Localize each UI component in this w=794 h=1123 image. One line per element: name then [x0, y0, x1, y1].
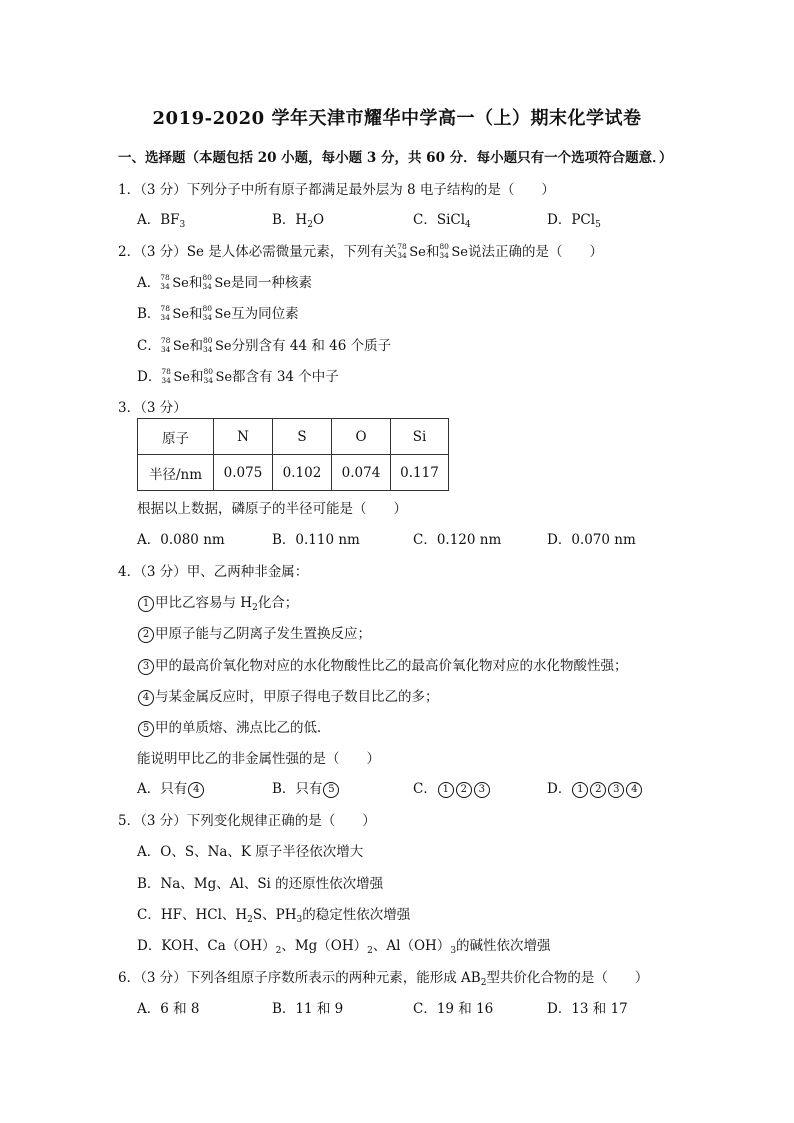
q4-statement-4: 4 与某金属反应时，甲原子得电子数目比乙的多； [137, 685, 439, 706]
isotope-se78: 78 34 Se [397, 242, 426, 260]
q4-statement-5: 5 甲的单质熔、沸点比乙的低． [137, 716, 331, 737]
table-cell: 半径/nm [138, 455, 214, 491]
section-heading: 一、选择题（本题包括 20 小题，每小题 3 分，共 60 分．每小题只有一个选项符合题意．） [118, 150, 673, 166]
table-cell: 原子 [138, 419, 214, 455]
table-cell: 0.075 [214, 455, 273, 491]
q4-statement-3: 3 甲的最高价氧化物对应的水化物酸性比乙的最高价氧化物对应的水化物酸性强； [137, 654, 628, 675]
q5-option-a: A．O、S、Na、K 原子半径依次增大 [137, 844, 364, 860]
circled-number: 5 [138, 721, 154, 737]
q3-option-b: B．0.110 nm [272, 532, 360, 548]
q4-question: 能说明甲比乙的非金属性强的是（ ） [137, 751, 380, 767]
q2-option-a: A． 78 34 Se和 80 34 Se是同一种核素 [137, 273, 312, 291]
q1-option-b: B．$H_2O$ [272, 212, 325, 230]
table-cell: 0.074 [332, 455, 391, 491]
q5-option-d: D．KOH、$Ca(OH)_2$、$Mg(OH)_2$、$Al(OH)_3$的碱性依次增强 [137, 938, 551, 956]
table-row [138, 419, 449, 455]
q1-option-d: D．PCl$_5$ [547, 212, 601, 230]
q2-option-b: B． 78 34 Se和 80 34 Se互为同位素 [137, 304, 299, 322]
table-cell: Si [391, 419, 449, 455]
q6-option-c: C．19 和 16 [413, 1001, 494, 1017]
q6-option-b: B．11 和 9 [272, 1001, 344, 1017]
q4-option-b: B．只有 5 [272, 777, 340, 798]
table-cell: O [332, 419, 391, 455]
table-cell: 0.102 [273, 455, 332, 491]
page-title: 2019-2020 学年天津市耀华中学高一（上）期末化学试卷 [152, 108, 642, 129]
q1-option-a: A．$BF_3$ [137, 212, 186, 230]
q2-option-d: D． 78 34 Se和 80 34 Se都含有 34 个中子 [137, 367, 339, 385]
isotope-se80: 80 34 Se [439, 242, 468, 260]
q2-stem: 2．（3 分）Se 是人体必需微量元素，下列有关 78 34 Se和 80 34 Se说法正确的是（ ） [118, 242, 603, 260]
q5-option-b: B．Na、Mg、Al、Si 的还原性依次增强 [137, 876, 384, 892]
q1-stem: 1．（3 分）下列分子中所有原子都满足最外层为 8 电子结构的是（ ） [118, 182, 555, 198]
q3-question: 根据以上数据，磷原子的半径可能是（ ） [137, 501, 407, 517]
circled-number: 3 [138, 659, 154, 675]
q3-option-d: D．0.070 nm [547, 532, 636, 548]
circled-number: 4 [138, 690, 154, 706]
table-cell: N [214, 419, 273, 455]
table-row [138, 455, 449, 491]
q6-stem: 6．（3 分）下列各组原子序数所表示的两种元素，能形成 $AB_2$型共价化合物的是（ ） [118, 970, 649, 988]
q4-statement-2: 2 甲原子能与乙阴离子发生置换反应； [137, 622, 371, 643]
table-cell: 0.117 [391, 455, 449, 491]
circled-number: 2 [138, 627, 154, 643]
q4-option-c: C． 1 2 3 [413, 777, 491, 798]
q2-option-c: C． 78 34 Se和 80 34 Se分别含有 44 和 46 个质子 [137, 336, 392, 354]
q3-stem: 3．（3 分） [118, 400, 187, 416]
q4-stem: 4．（3 分）甲、乙两种非金属： [118, 564, 309, 580]
q6-option-d: D．13 和 17 [547, 1001, 628, 1017]
q4-option-d: D． 1 2 3 4 [547, 777, 643, 798]
radius-table [137, 418, 449, 491]
q6-option-a: A．6 和 8 [137, 1001, 200, 1017]
q3-option-a: A．0.080 nm [137, 532, 225, 548]
q3-option-c: C．0.120 nm [413, 532, 502, 548]
q1-option-c: C．SiCl$_4$ [413, 212, 471, 230]
q4-option-a: A．只有 4 [137, 777, 205, 798]
table-cell: S [273, 419, 332, 455]
q5-option-c: C．HF、HCl、$H_2S$、$PH_3$的稳定性依次增强 [137, 907, 411, 925]
q4-statement-1: 1 甲比乙容易与 $H_2$化合； [137, 591, 298, 612]
q5-stem: 5．（3 分）下列变化规律正确的是（ ） [118, 813, 376, 829]
circled-number: 1 [138, 596, 154, 612]
